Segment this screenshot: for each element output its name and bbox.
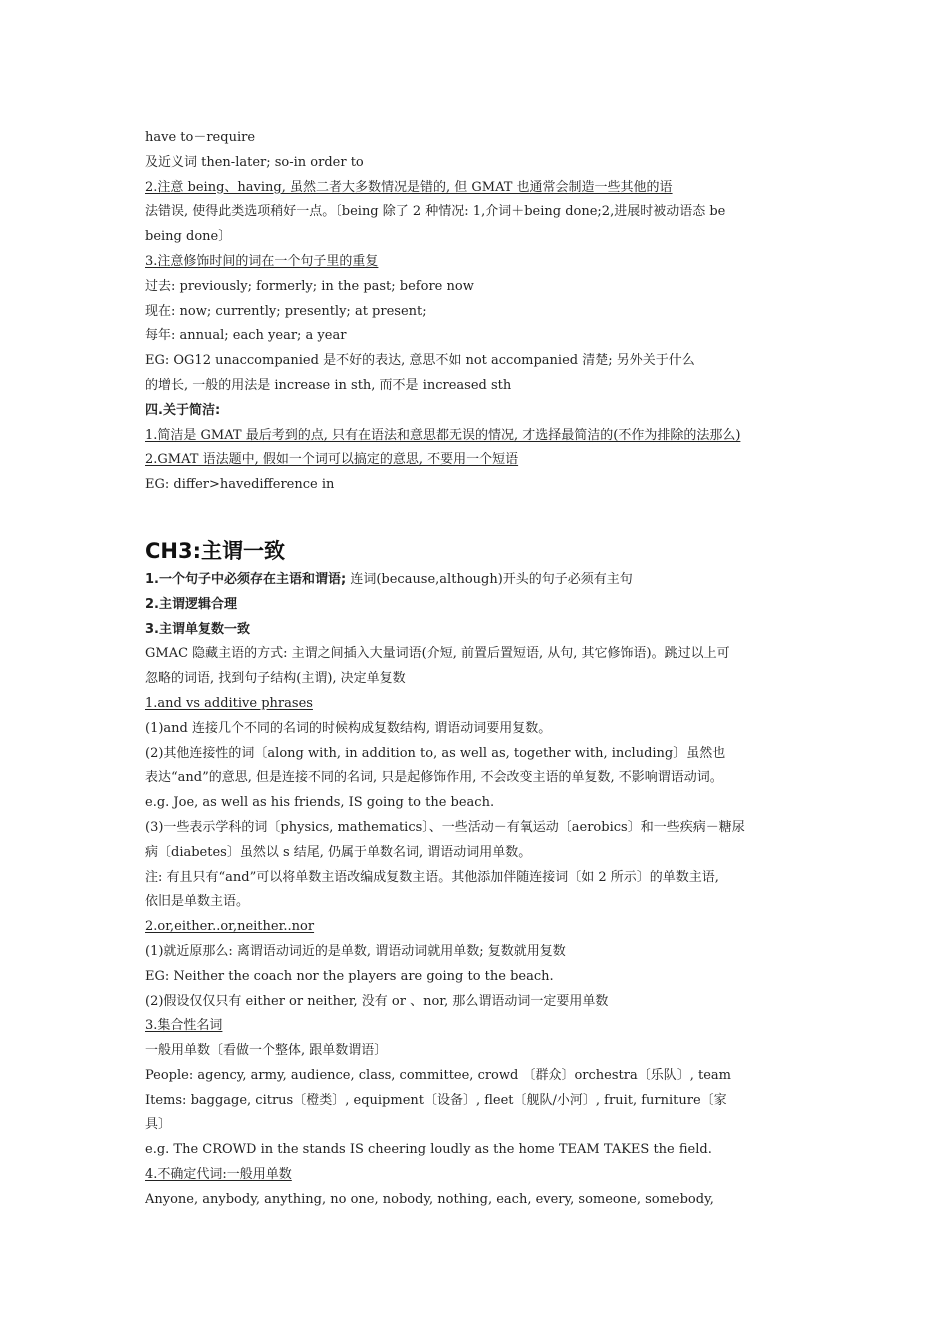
text-line: 具〕 [145,1117,172,1133]
text-line: 忽略的词语, 找到句子结构(主谓), 决定单复数 [145,671,406,687]
subheading: 2.or,either..or,neither..nor [145,919,315,935]
text-line: being done〕 [145,229,232,245]
text-line: 过去: previously; formerly; in the past; before now [145,278,474,294]
text-line: (3)一些表示学科的词〔physics, mathematics〕、一些活动－有氧运动〔aerobics〕和一些疾病－糖尿 [145,819,745,835]
subheading: 3.集合性名词 [145,1018,223,1034]
rule-heading: 3.主谓单复数一致 [145,621,250,637]
rule-rest: 连词(because,although)开头的句子必须有主句 [346,571,633,587]
text-line: Items: baggage, citrus〔橙类〕, equipment〔设备〕, fleet〔舰队/小河〕, fruit, furniture〔家 [145,1092,727,1108]
text-line: EG: Neither the coach nor the players are going to the beach. [145,968,554,984]
text-line: 一般用单数〔看做一个整体, 跟单数谓语〕 [145,1043,388,1059]
subheading: 1.简洁是 GMAT 最后考到的点, 只有在语法和意思都无误的情况, 才选择最简洁的(不作为排除的法那么) [145,427,741,443]
text-line: EG: differ>havedifference in [145,477,335,493]
text-line: GMAC 隐藏主语的方式: 主谓之间插入大量词语(介短, 前置后置短语, 从句, 其它修饰语)。跳过以上可 [145,646,730,662]
text-line: (2)其他连接性的词〔along with, in addition to, as well as, together with, including〕虽然也 [145,745,726,761]
subheading: 1.and vs additive phrases [145,695,313,711]
rule-line [145,568,810,593]
text-line: 法错误, 使得此类选项稍好一点。〔being 除了 2 种情况: 1,介词＋being done;2,进展时被动语态 be [145,204,726,220]
spacer [145,498,810,536]
text-line: Anyone, anybody, anything, no one, nobody, nothing, each, every, someone, somebody, [145,1191,714,1207]
text-line: have to－require [145,130,256,145]
text-line: 病〔diabetes〕虽然以 s 结尾, 仍属于单数名词, 谓语动词用单数。 [145,844,532,860]
text-line: e.g. Joe, as well as his friends, IS going to the beach. [145,795,495,811]
rule-lead: 1.一个句子中必须存在主语和谓语; [145,571,347,587]
text-line: 表达“and”的意思, 但是连接不同的名词, 只是起修饰作用, 不会改变主语的单复数, 不影响谓语动词。 [145,770,723,786]
text-line: 依旧是单数主语。 [145,894,250,910]
subheading: 2.GMAT 语法题中, 假如一个词可以搞定的意思, 不要用一个短语 [145,452,519,468]
text-line: (1)就近原那么: 离谓语动词近的是单数, 谓语动词就用单数; 复数就用复数 [145,943,566,959]
text-line: 注: 有且只有“and”可以将单数主语改编成复数主语。其他添加伴随连接词〔如 2 所示〕的单数主语, [145,869,719,885]
text-line: e.g. The CROWD in the stands IS cheering loudly as the home TEAM TAKES the field. [145,1142,712,1158]
section-heading: 四.关于简洁: [145,402,221,418]
text-line: (1)and 连接几个不同的名词的时候构成复数结构, 谓语动词要用复数。 [145,720,552,736]
text-line: (2)假设仅仅只有 either or neither, 没有 or 、nor, 那么谓语动词一定要用单数 [145,993,609,1009]
subheading: 2.注意 being、having, 虽然二者大多数情况是错的, 但 GMAT 也通常会制造一些其他的语 [145,179,673,195]
rule-heading: 2.主谓逻辑合理 [145,596,237,612]
text-line: 的增长, 一般的用法是 increase in sth, 而不是 increased sth [145,377,512,393]
document-page [145,126,810,1213]
subheading: 3.注意修饰时间的词在一个句子里的重复 [145,253,379,269]
text-line: EG: OG12 unaccompanied 是不好的表达, 意思不如 not accompanied 清楚; 另外关于什么 [145,353,695,369]
section-top [145,126,810,498]
text-line: 及近义词 then-later; so-in order to [145,154,364,170]
text-line: 每年: annual; each year; a year [145,328,347,344]
text-line: 现在: now; currently; presently; at present; [145,303,427,319]
subheading: 4.不确定代词:一般用单数 [145,1167,292,1183]
chapter-title: CH3:主谓一致 [145,538,285,563]
chapter-section [145,536,810,1213]
text-line: People: agency, army, audience, class, committee, crowd 〔群众〕orchestra〔乐队〕, team [145,1067,731,1083]
